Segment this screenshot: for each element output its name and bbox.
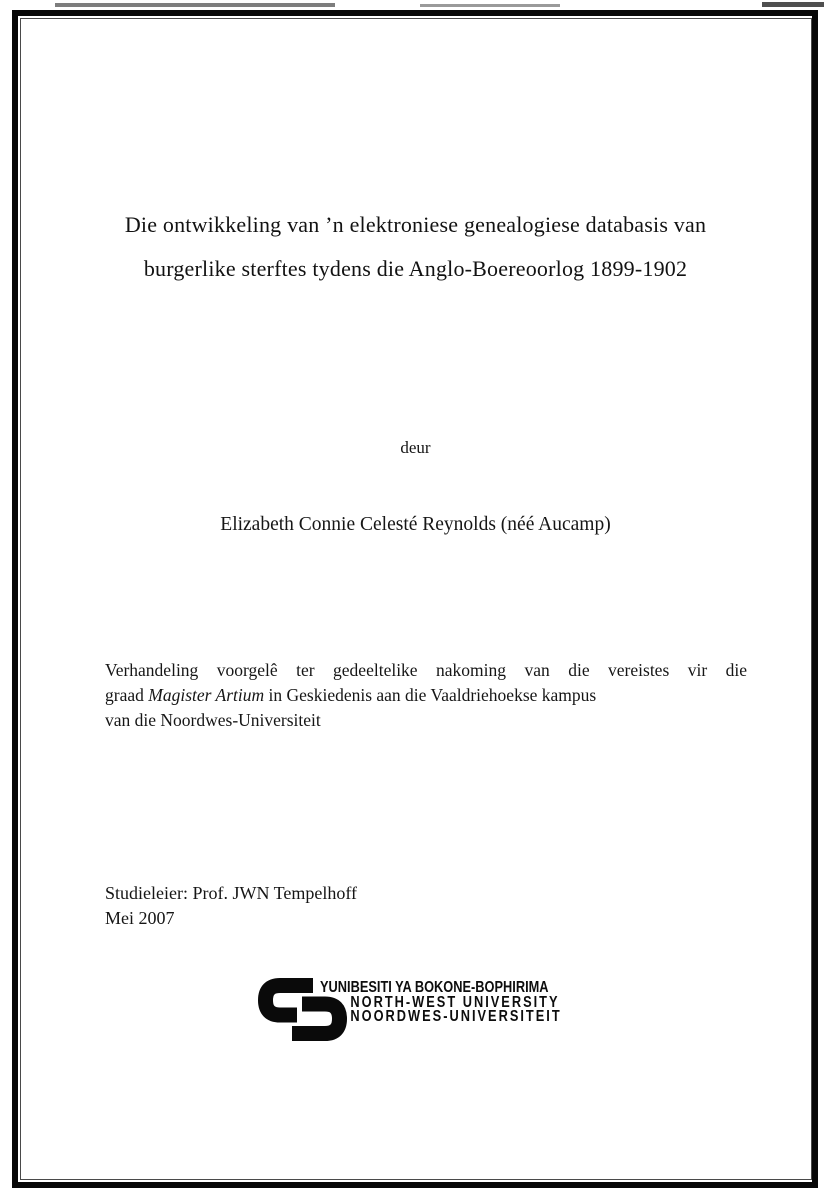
submission-line2-prefix: graad — [105, 685, 149, 705]
thesis-title — [50, 203, 781, 291]
logo-text-english: NORTH-WEST UNIVERSITY — [350, 993, 560, 1011]
scan-artifact — [762, 2, 824, 7]
logo-text-setswana: YUNIBESITI YA BOKONE-BOPHIRIMA — [320, 979, 549, 996]
submission-statement — [105, 658, 747, 733]
scan-artifact — [420, 4, 560, 7]
supervisor-line: Studieleier: Prof. JWN Tempelhoff — [105, 883, 358, 903]
submission-line2-suffix: in Geskiedenis aan die Vaaldriehoekse kampus — [264, 685, 597, 705]
submission-line2 — [105, 683, 747, 708]
thesis-title-line2: burgerlike sterftes tydens die Anglo-Boereoorlog 1899-1902 — [143, 256, 688, 281]
submission-line3: van die Noordwes-Universiteit — [105, 710, 321, 730]
supervisor-block — [105, 881, 357, 931]
university-logo — [258, 978, 598, 1044]
submission-line1: Verhandeling voorgelê ter gedeeltelike nakoming van die vereistes vir die — [105, 660, 747, 680]
degree-name: Magister Artium — [148, 685, 265, 705]
thesis-title-line1: Die ontwikkeling van ’n elektroniese genealogiese databasis van — [124, 212, 707, 237]
byline-label: deur — [400, 438, 431, 457]
scan-artifact — [55, 3, 335, 7]
author-name: Elizabeth Connie Celesté Reynolds (néé Aucamp) — [220, 514, 611, 535]
university-logo-text — [320, 981, 562, 1025]
logo-text-afrikaans: NOORDWES-UNIVERSITEIT — [350, 1008, 562, 1026]
date-line: Mei 2007 — [105, 908, 175, 928]
